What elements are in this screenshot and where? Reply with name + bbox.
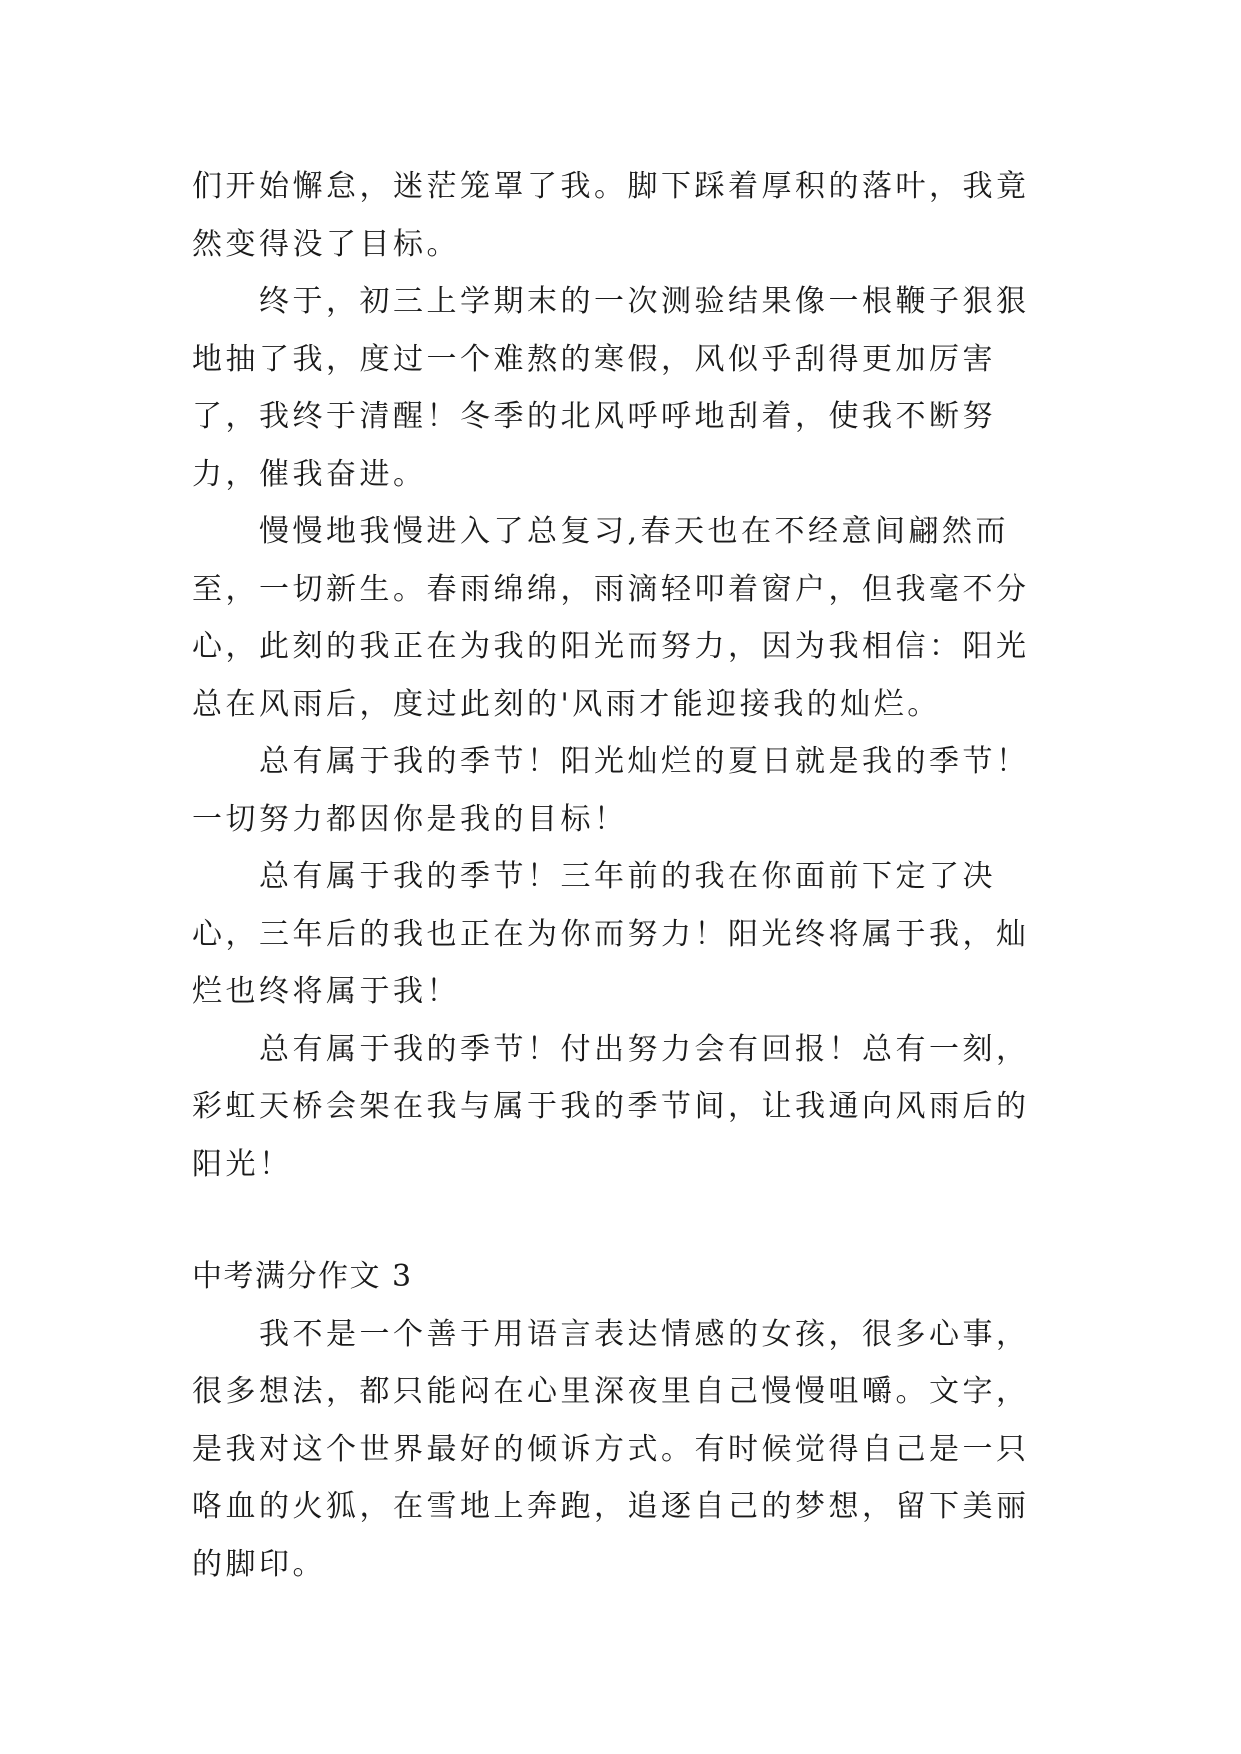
paragraph-6: 总有属于我的季节！付出努力会有回报！总有一刻，彩虹天桥会架在我与属于我的季节间，让我通向风雨后的阳光！ (192, 1031, 1030, 1182)
paragraph-1: 们开始懈怠，迷茫笼罩了我。脚下踩着厚积的落叶，我竟然变得没了目标。 (192, 169, 1030, 262)
document-body (192, 158, 1058, 1593)
paragraph-4: 总有属于我的季节！阳光灿烂的夏日就是我的季节！一切努力都因你是我的目标！ (192, 744, 1030, 837)
paragraph-2: 终于，初三上学期末的一次测验结果像一根鞭子狠狠地抽了我，度过一个难熬的寒假，风似乎刮得更加厉害了，我终于清醒！冬季的北风呼呼地刮着，使我不断努力，催我奋进。 (192, 284, 1030, 492)
paragraph-5: 总有属于我的季节！三年前的我在你面前下定了决心，三年后的我也正在为你而努力！阳光终将属于我，灿烂也终将属于我！ (192, 859, 1030, 1009)
paragraph-3: 慢慢地我慢进入了总复习,春天也在不经意间翩然而至，一切新生。春雨绵绵，雨滴轻叩着窗户，但我毫不分心，此刻的我正在为我的阳光而努力，因为我相信：阳光总在风雨后，度过此刻的'风雨才能迎接我的灿烂。 (192, 514, 1030, 722)
section-heading: 中考满分作文 3 (192, 1259, 413, 1294)
section-spacer (192, 1193, 1058, 1248)
paragraph-7: 我不是一个善于用语言表达情感的女孩，很多心事，很多想法，都只能闷在心里深夜里自己慢慢咀嚼。文字，是我对这个世界最好的倾诉方式。有时候觉得自己是一只咯血的火狐，在雪地上奔跑，追逐自己的梦想，留下美丽的脚印。 (192, 1316, 1030, 1582)
